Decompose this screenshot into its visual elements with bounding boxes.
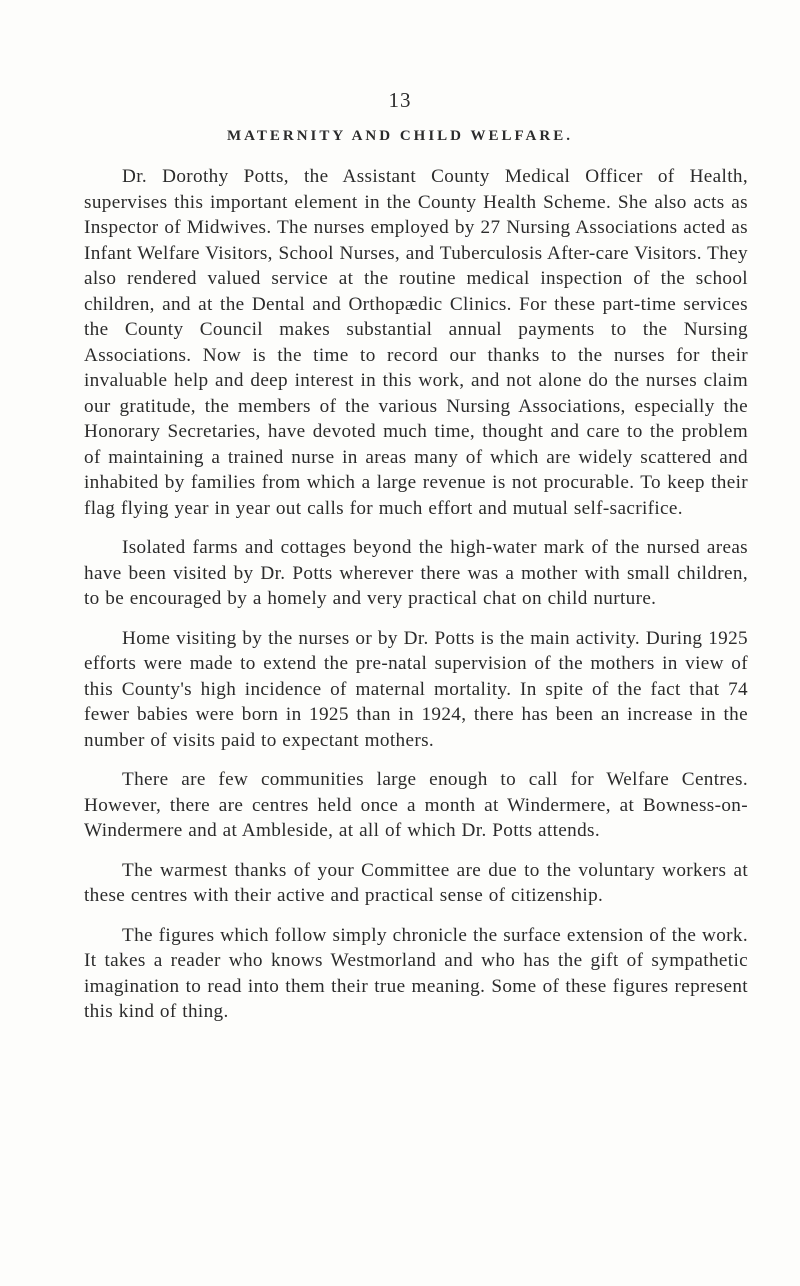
- paragraph-4: There are few communities large enough to call for Welfare Centres. However, there are centres held once a month at Windermere, at Bowness-on-Windermere and at Ambleside, at all of which Dr. Potts attends.: [84, 769, 748, 841]
- paragraph-1: Dr. Dorothy Potts, the Assistant County Medical Officer of Health, supervises this important element in the County Health Scheme. She also acts as Inspector of Midwives. The nurses employed by 27 Nursing Associations acted as Infant Welfare Visitors, School Nurses, and Tuberculosis After-care Visitors. They also rendered valued service at the routine medical inspection of the school children, and at the Dental and Orthopædic Clinics. For these part-time services the County Council makes substantial annual payments to the Nursing Associations. Now is the time to record our thanks to the nurses for their invaluable help and deep interest in this work, and not alone do the nurses claim our gratitude, the members of the various Nursing Associations, especially the Honorary Secretaries, have devoted much time, thought and care to the problem of maintaining a trained nurse in areas many of which are widely scattered and inhabited by families from which a large revenue is not procurable. To keep their flag flying year in year out calls for much effort and mutual self-sacrifice.: [84, 166, 748, 519]
- paragraph-6: The figures which follow simply chronicle the surface extension of the work. It takes a reader who knows Westmorland and who has the gift of sympathetic imagination to read into them their true meaning. Some of these figures represent this kind of thing.: [84, 924, 748, 1022]
- paragraph-2: Isolated farms and cottages beyond the high-water mark of the nursed areas have been visited by Dr. Potts wherever there was a mother with small children, to be encouraged by a homely and very practical chat on child nurture.: [84, 537, 748, 609]
- section-heading: MATERNITY AND CHILD WELFARE.: [227, 128, 573, 144]
- paragraph-5: The warmest thanks of your Committee are due to the voluntary workers at these centres with their active and practical sense of citizenship.: [84, 859, 748, 906]
- body-text: [84, 164, 748, 1039]
- paragraph-3: Home visiting by the nurses or by Dr. Potts is the main activity. During 1925 efforts were made to extend the pre-natal supervision of the mothers in view of this County's high incidence of maternal mortality. In spite of the fact that 74 fewer babies were born in 1925 than in 1924, there has been an increase in the number of visits paid to expectant mothers.: [84, 627, 748, 751]
- page-number: 13: [388, 88, 412, 112]
